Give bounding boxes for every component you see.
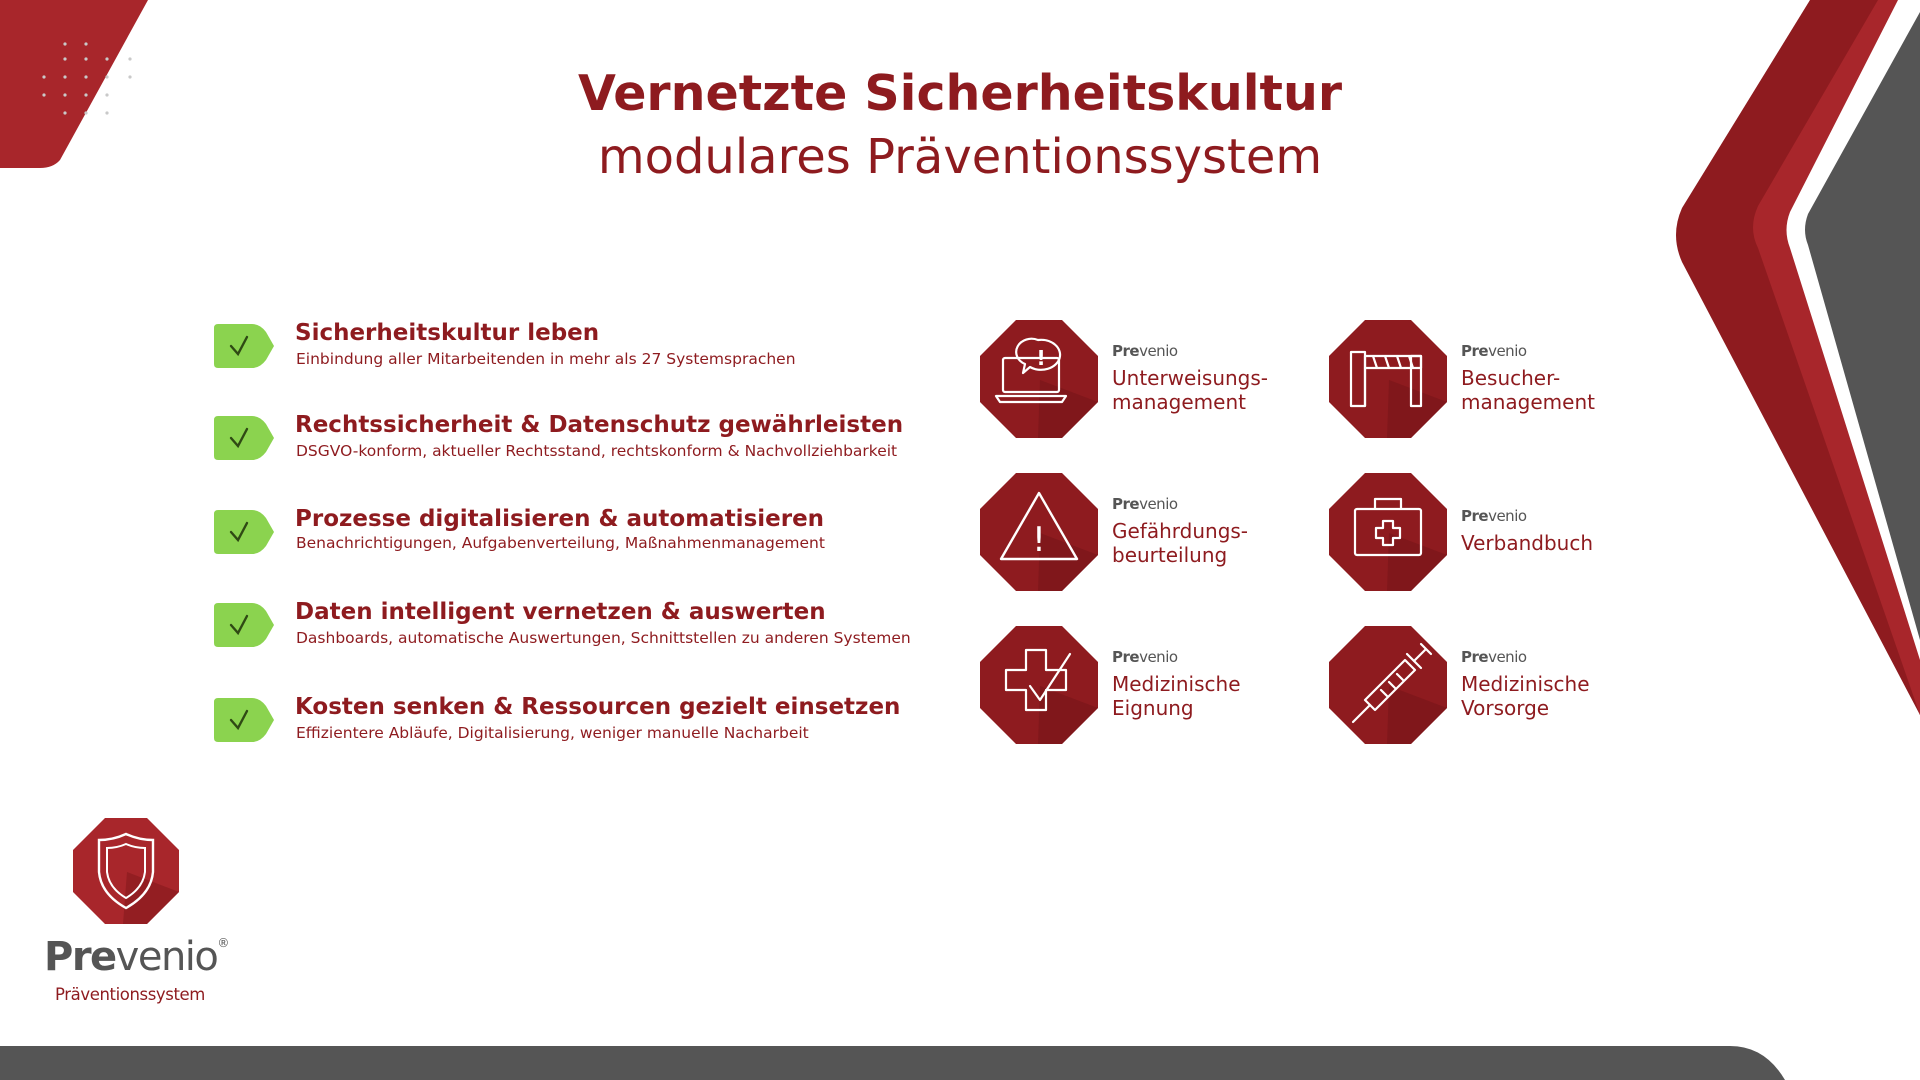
feature-description: Dashboards, automatische Auswertungen, Schnittstellen zu anderen Systemen bbox=[296, 629, 911, 647]
logo-tagline: Präventionssystem bbox=[55, 985, 205, 1004]
check-tag-icon bbox=[214, 696, 276, 744]
feature-title: Daten intelligent vernetzen & auswerten bbox=[295, 599, 826, 625]
feature-description: Benachrichtigungen, Aufgabenverteilung, Maßnahmenmanagement bbox=[296, 534, 825, 552]
module-brand: Prevenio bbox=[1112, 342, 1178, 360]
check-tag-icon bbox=[214, 508, 276, 556]
medical-cross-check-icon bbox=[978, 624, 1100, 746]
page-title bbox=[0, 62, 1920, 188]
module-brand: Prevenio bbox=[1112, 648, 1178, 666]
module-name: Verbandbuch bbox=[1461, 531, 1594, 555]
module-name: Besucher- management bbox=[1461, 366, 1595, 414]
feature-title: Rechtssicherheit & Datenschutz gewährleisten bbox=[295, 412, 904, 438]
bottom-bar bbox=[0, 1040, 1920, 1080]
module-besuchermanagement[interactable] bbox=[1327, 318, 1667, 438]
title-main: Vernetzte Sicherheitskultur bbox=[577, 65, 1343, 122]
title-subtitle: modulares Präventionssystem bbox=[597, 129, 1323, 185]
feature-item bbox=[214, 412, 934, 482]
module-name: Medizinische Vorsorge bbox=[1461, 672, 1590, 720]
check-tag-icon bbox=[214, 601, 276, 649]
syringe-icon bbox=[1327, 624, 1449, 746]
logo-wordmark: Prevenio® bbox=[44, 934, 228, 980]
feature-title: Kosten senken & Ressourcen gezielt einsetzen bbox=[295, 694, 901, 720]
module-brand: Prevenio bbox=[1112, 495, 1178, 513]
laptop-alert-icon bbox=[978, 318, 1100, 440]
module-brand: Prevenio bbox=[1461, 648, 1527, 666]
svg-text:!: ! bbox=[1036, 346, 1046, 370]
module-medizinische-vorsorge[interactable] bbox=[1327, 624, 1667, 744]
feature-description: Effizientere Abläufe, Digitalisierung, weniger manuelle Nacharbeit bbox=[296, 724, 809, 742]
module-name: Medizinische Eignung bbox=[1112, 672, 1241, 720]
module-brand: Prevenio bbox=[1461, 507, 1527, 525]
feature-item bbox=[214, 694, 934, 764]
module-brand: Prevenio bbox=[1461, 342, 1527, 360]
warning-triangle-icon bbox=[978, 471, 1100, 593]
module-name: Gefährdungs- beurteilung bbox=[1112, 519, 1249, 567]
module-medizinische-eignung[interactable] bbox=[978, 624, 1318, 744]
module-name: Unterweisungs- management bbox=[1112, 366, 1269, 414]
feature-item bbox=[214, 506, 934, 576]
module-verbandbuch[interactable] bbox=[1327, 471, 1667, 591]
module-gefaehrdungsbeurteilung[interactable] bbox=[978, 471, 1318, 591]
shield-logo-icon bbox=[71, 816, 181, 926]
feature-title: Prozesse digitalisieren & automatisieren bbox=[295, 506, 825, 532]
svg-text:!: ! bbox=[1032, 520, 1046, 560]
check-tag-icon bbox=[214, 322, 276, 370]
module-unterweisungsmanagement[interactable] bbox=[978, 318, 1318, 438]
feature-item bbox=[214, 320, 934, 390]
barrier-gate-icon bbox=[1327, 318, 1449, 440]
feature-description: DSGVO-konform, aktueller Rechtsstand, rechtskonform & Nachvollziehbarkeit bbox=[296, 442, 898, 460]
first-aid-kit-icon bbox=[1327, 471, 1449, 593]
check-tag-icon bbox=[214, 414, 276, 462]
feature-title: Sicherheitskultur leben bbox=[295, 320, 600, 346]
feature-item bbox=[214, 599, 934, 669]
feature-description: Einbindung aller Mitarbeitenden in mehr als 27 Systemsprachen bbox=[296, 350, 796, 368]
